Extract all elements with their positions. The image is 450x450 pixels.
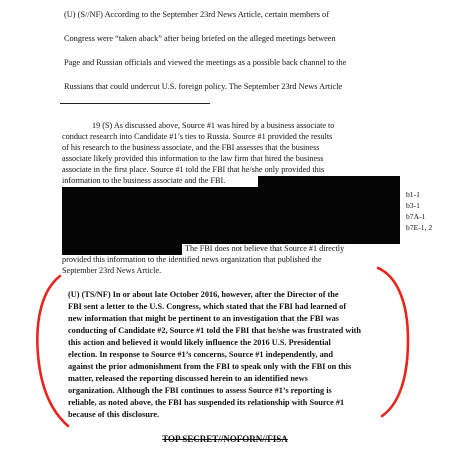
redaction-block [258,176,400,187]
redaction-block [62,244,182,255]
bottom-line-10: reliable, as noted above, the FBI has suspended its relationship with Source #1 [68,398,345,407]
exemption-code: b7E-1, 2 [406,223,433,232]
footnote-line-2: conduct research into Candidate #1’s ties to Russia. Source #1 provided the results [62,132,333,141]
footnote-rule [60,103,210,104]
footnote-line-1: 19 (S) As discussed above, Source #1 was hired by a business associate to [92,121,335,130]
footnote-line-4: associate likely provided this information to the law firm that hired the business [62,154,324,163]
exemption-code: b7A-1 [406,212,426,221]
exemption-code: b3-1 [406,201,420,210]
main-line-3: Page and Russian officials and viewed the meetings as a possible back channel to the [64,58,347,67]
right-bracket-stroke [378,268,408,416]
bottom-line-5: this action and believed it would likely influence the 2016 U.S. Presidential [68,338,331,347]
bottom-line-8: matter, released the reporting discussed herein to an identified news [68,374,308,383]
bottom-line-11: because of this disclosure. [68,410,160,419]
footnote-line-9: September 23rd News Article. [62,266,162,275]
footnote-line-6: information to the business associate and the FBI. [62,176,226,185]
bottom-line-2: FBI sent a letter to the U.S. Congress, which stated that the FBI had learned of [68,302,347,311]
classification-footer: TOP SECRET//NOFORN//FISA [162,434,288,444]
redaction-block [62,187,400,244]
bottom-line-7: against the prior admonishment from the FBI to speak only with the FBI on this [68,362,352,371]
footnote-line-8: provided this information to the identified news organization that published the [62,255,322,264]
bottom-line-9: organization. Although the FBI continues to assess Source #1’s reporting is [68,386,332,395]
footnote-line-7: The FBI does not believe that Source #1 directly [185,244,345,253]
main-line-1: (U) (S//NF) According to the September 23rd News Article, certain members of [64,10,329,19]
bottom-line-4: conducting of Candidate #2, Source #1 told the FBI that he/she was frustrated with [68,326,362,335]
bottom-line-1: (U) (TS/NF) In or about late October 2016, however, after the Director of the [68,290,339,299]
footnote-line-3: of his research to the business associate, and the FBI assesses that the business [62,143,320,152]
left-bracket-stroke [37,276,68,426]
main-line-2: Congress were “taken aback” after being briefed on the alleged meetings between [64,34,336,43]
main-line-4: Russians that could undercut U.S. foreign policy. The September 23rd News Article [64,82,343,91]
bottom-line-3: new information that might be pertinent to an investigation that the FBI was [68,314,340,323]
bottom-line-6: election. In response to Source #1’s concerns, Source #1 independently, and [68,350,333,359]
exemption-code: b1-1 [406,190,420,199]
footnote-line-5: associate in the first place. Source #1 told the FBI that he/she only provided this [62,165,325,174]
